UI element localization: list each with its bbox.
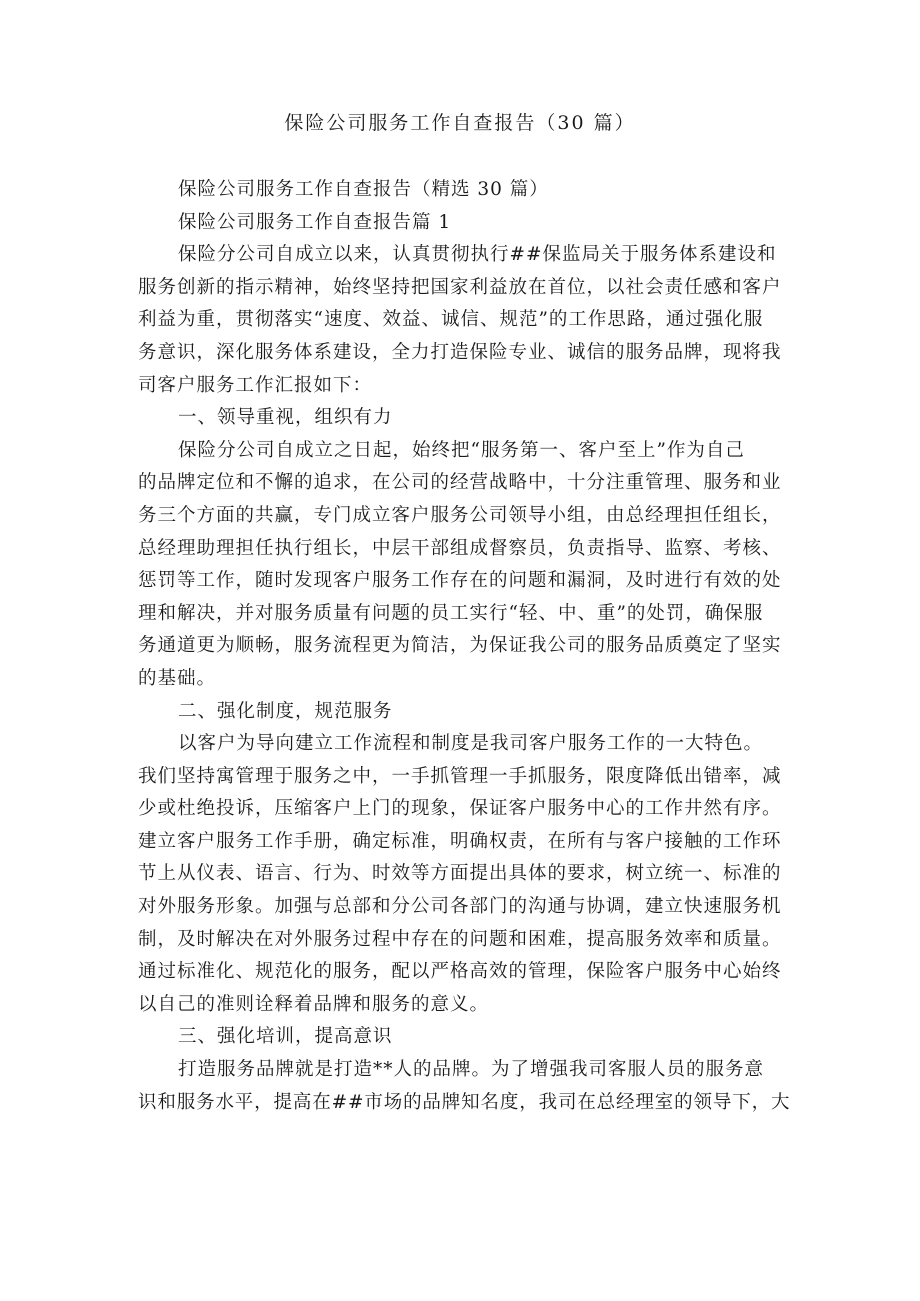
paragraph-line: 以客户为导向建立工作流程和制度是我司客户服务工作的一大特色。: [178, 733, 764, 755]
paragraph-4: [138, 1054, 792, 1119]
document-body: [138, 174, 792, 1119]
paragraph-line: 建立客户服务工作手册，确定标准，明确权责，在所有与客户接触的工作环: [138, 830, 782, 852]
heading-training: 三、强化培训，提高意识: [178, 1026, 393, 1048]
paragraph-line: 惩罚等工作，随时发现客户服务工作存在的问题和漏洞，及时进行有效的处: [138, 570, 782, 592]
paragraph-line: 总经理助理担任执行组长，中层干部组成督察员，负责指导、监察、考核、: [138, 537, 782, 559]
heading-leadership: 一、领导重视，组织有力: [178, 407, 393, 429]
paragraph-line: 节上从仪表、语言、行为、时效等方面提出具体的要求，树立统一、标准的: [138, 863, 782, 885]
paragraph-line: 制，及时解决在对外服务过程中存在的问题和困难，提高服务效率和质量。: [138, 928, 782, 950]
paragraph-line: 理和解决，并对服务质量有问题的员工实行“轻、中、重”的处罚，确保服: [138, 602, 764, 624]
paragraph-2: [138, 435, 792, 696]
paragraph-line: 务通道更为顺畅，服务流程更为简洁，为保证我公司的服务品质奠定了坚实: [138, 635, 782, 657]
paragraph-line: 我们坚持寓管理于服务之中，一手抓管理一手抓服务，限度降低出错率，减: [138, 765, 782, 787]
paragraph-line: 服务创新的指示精神，始终坚持把国家利益放在首位，以社会责任感和客户: [138, 276, 782, 298]
paragraph-line: 通过标准化、规范化的服务，配以严格高效的管理，保险客户服务中心始终: [138, 961, 782, 983]
paragraph-3: [138, 728, 792, 1021]
paragraph-line: 务三个方面的共赢，专门成立客户服务公司领导小组，由总经理担任组长，: [138, 504, 782, 526]
paragraph-line: 识和服务水平，提高在##市场的品牌知名度，我司在总经理室的领导下，大: [138, 1091, 791, 1113]
paragraph-1: [138, 239, 792, 402]
paragraph-line: 利益为重，贯彻落实“速度、效益、诚信、规范”的工作思路，通过强化服: [138, 309, 764, 331]
paragraph-line: 以自己的准则诠释着品牌和服务的意义。: [138, 993, 490, 1015]
paragraph-line: 的品牌定位和不懈的追求，在公司的经营战略中，十分注重管理、服务和业: [138, 472, 782, 494]
section-heading: 保险公司服务工作自查报告篇 1: [178, 211, 452, 233]
paragraph-line: 保险分公司自成立以来，认真贯彻执行##保监局关于服务体系建设和: [178, 244, 777, 266]
paragraph-line: 少或杜绝投诉，压缩客户上门的现象，保证客户服务中心的工作井然有序。: [138, 798, 782, 820]
paragraph-line: 务意识，深化服务体系建设，全力打造保险专业、诚信的服务品牌，现将我: [138, 341, 782, 363]
paragraph-line: 打造服务品牌就是打造**人的品牌。为了增强我司客服人员的服务意: [178, 1059, 765, 1081]
paragraph-line: 的基础。: [138, 667, 217, 689]
paragraph-line: 保险分公司自成立之日起，始终把“服务第一、客户至上”作为自己: [178, 439, 745, 461]
document-title: 保险公司服务工作自查报告（30 篇）: [284, 112, 636, 134]
paragraph-line: 司客户服务工作汇报如下：: [138, 374, 373, 396]
paragraph-line: 对外服务形象。加强与总部和分公司各部门的沟通与协调，建立快速服务机: [138, 896, 782, 918]
document-subtitle: 保险公司服务工作自查报告（精选 30 篇）: [178, 179, 549, 200]
heading-system: 二、强化制度，规范服务: [178, 700, 393, 722]
